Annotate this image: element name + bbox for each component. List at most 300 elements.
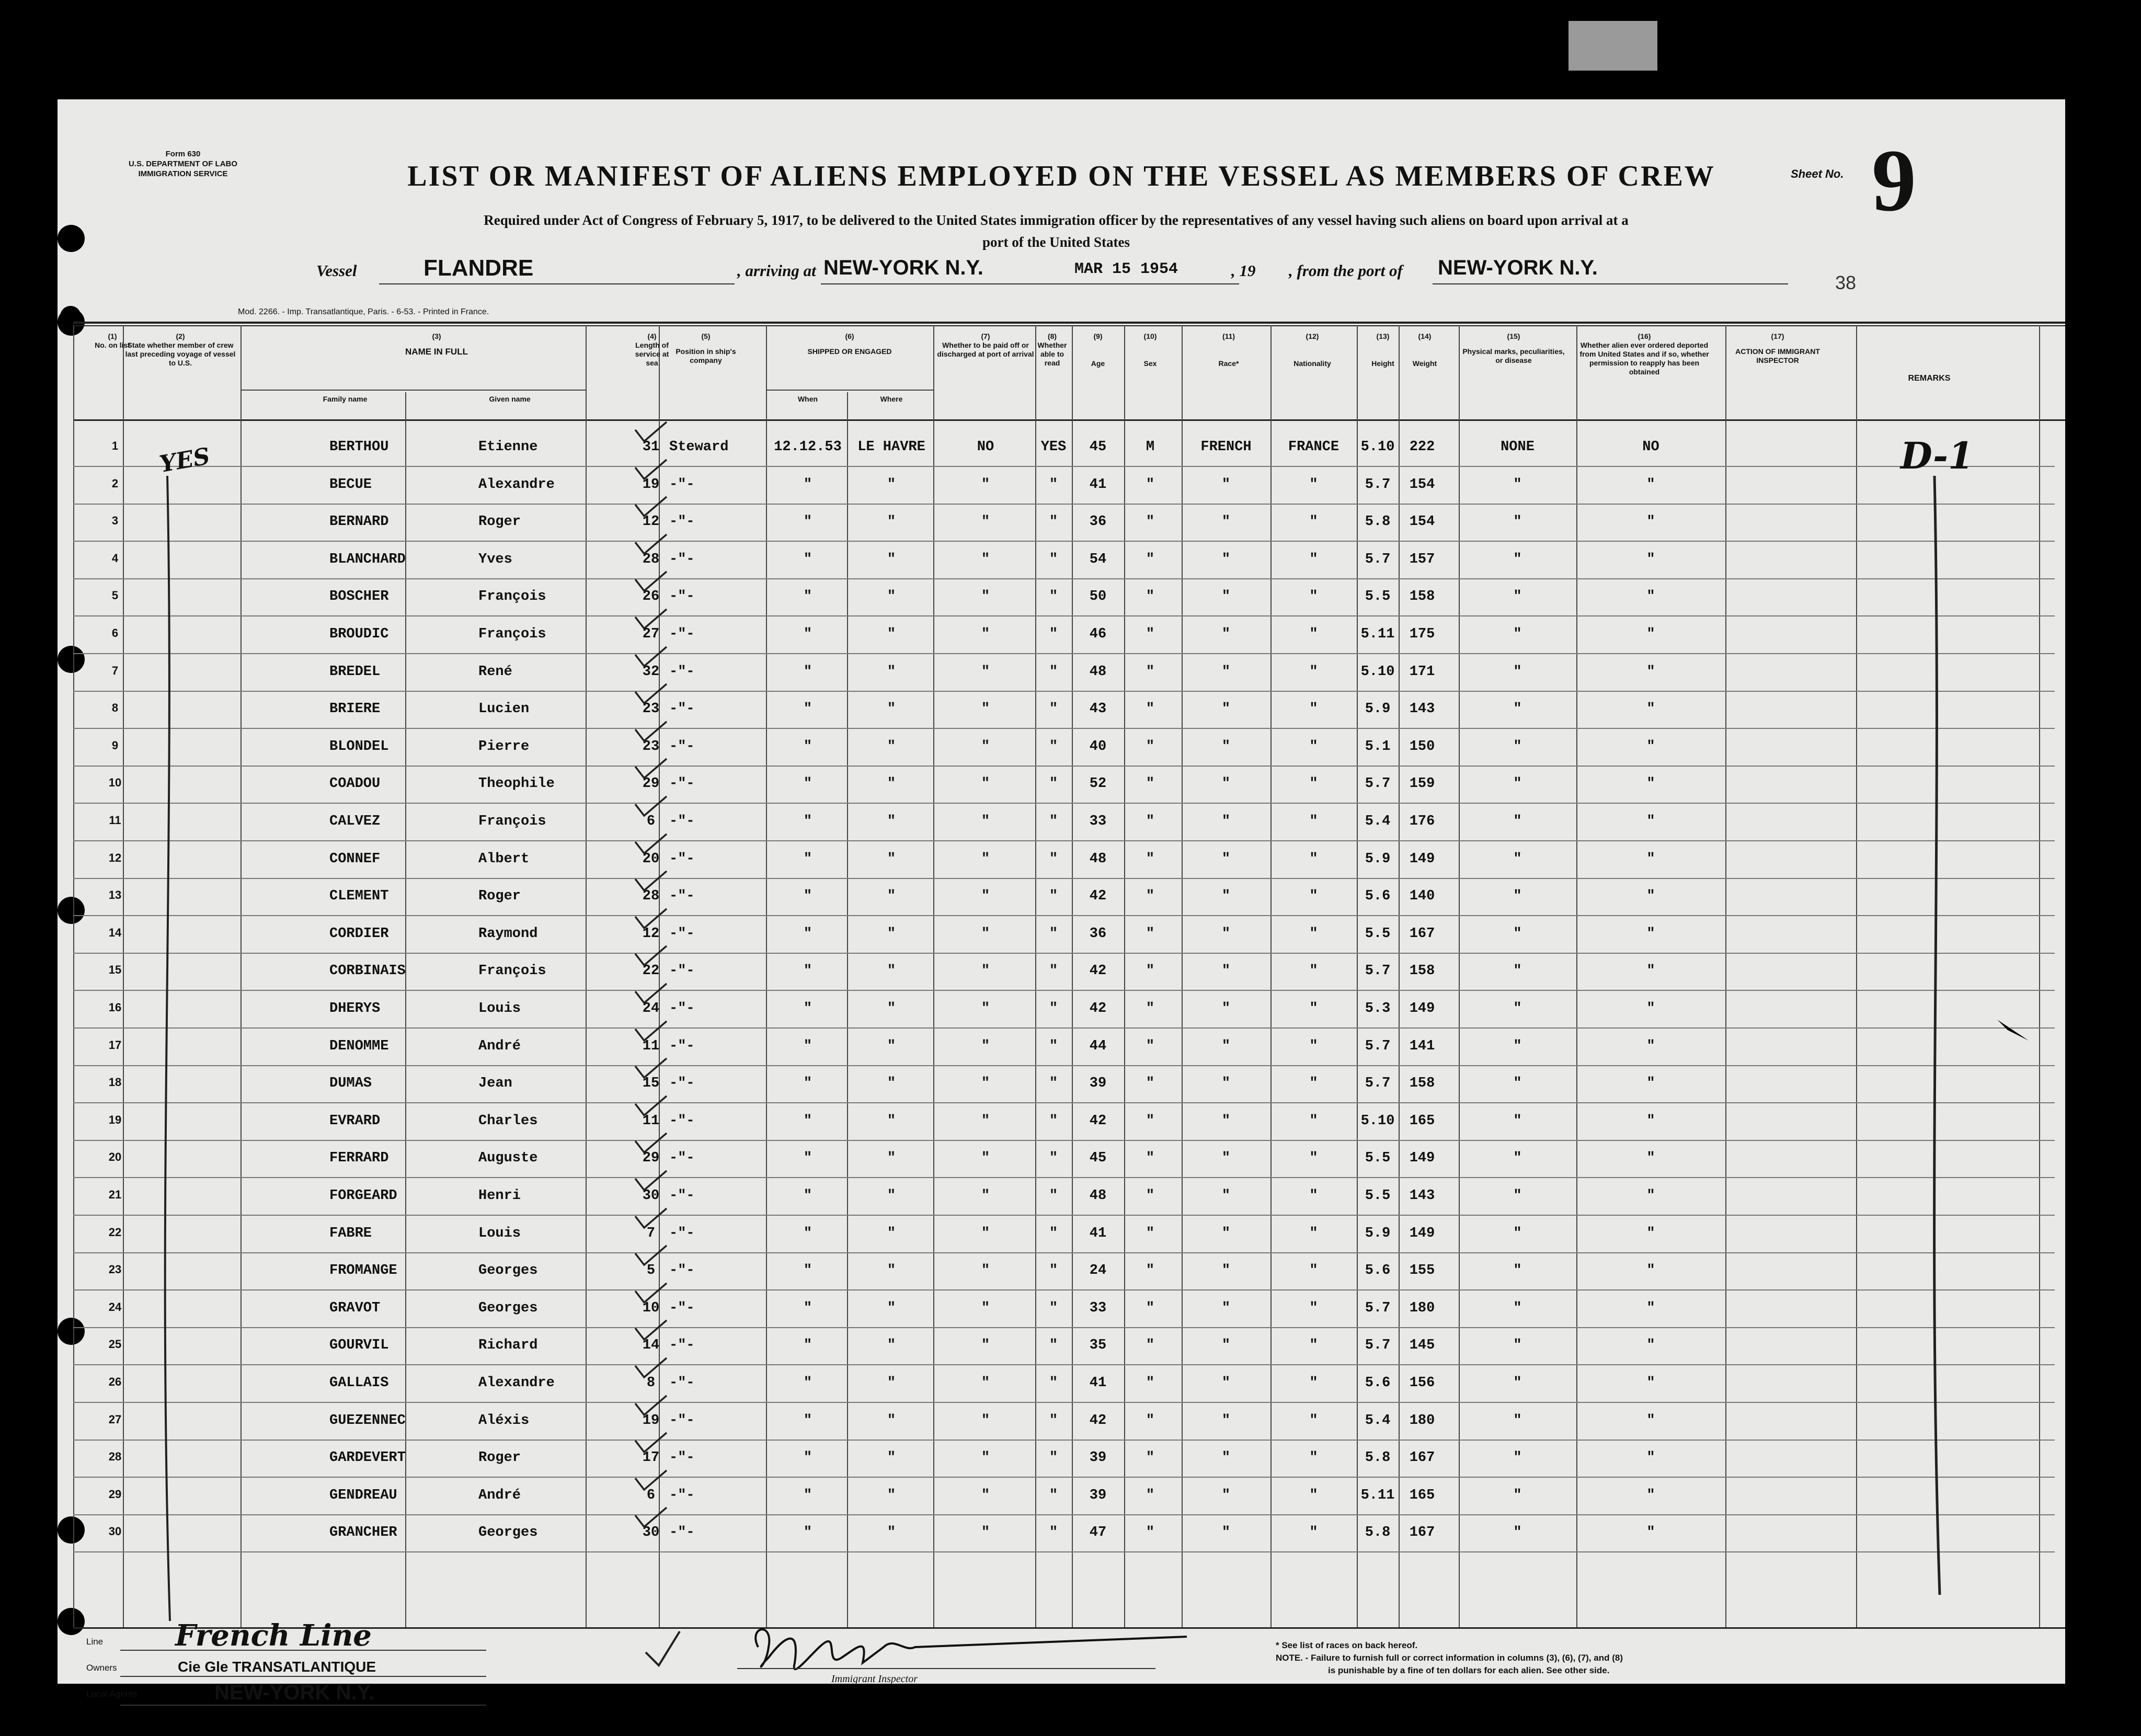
length-of-service: 12 bbox=[642, 514, 660, 530]
able-to-read: " bbox=[1049, 1412, 1058, 1429]
ever-deported: " bbox=[1646, 1225, 1655, 1241]
race: " bbox=[1221, 776, 1231, 792]
shipped-when: " bbox=[803, 701, 812, 717]
header-inspector-action: (17) ACTION OF IMMIGRANT INSPECTOR bbox=[1735, 332, 1820, 364]
family-name: GRAVOT bbox=[329, 1300, 381, 1316]
physical-marks: " bbox=[1513, 1113, 1522, 1129]
nationality: " bbox=[1309, 1300, 1318, 1316]
family-name: FROMANGE bbox=[329, 1263, 397, 1279]
row-number: 29 bbox=[108, 1487, 122, 1501]
table-row bbox=[73, 1290, 2055, 1328]
height: 5.7 bbox=[1365, 1300, 1391, 1316]
shipped-when: " bbox=[803, 1001, 812, 1017]
able-to-read: " bbox=[1049, 814, 1058, 829]
given-name: Raymond bbox=[478, 926, 538, 942]
weight: 149 bbox=[1409, 851, 1435, 867]
service-check-icon bbox=[633, 1168, 669, 1194]
nationality: " bbox=[1309, 1338, 1318, 1354]
age: 33 bbox=[1089, 814, 1107, 829]
height: 5.8 bbox=[1365, 1525, 1391, 1541]
note-races: * See list of races on back hereof. bbox=[1276, 1640, 1418, 1650]
length-of-service: 20 bbox=[642, 851, 660, 867]
shipped-where: " bbox=[887, 626, 896, 642]
ever-deported: " bbox=[1646, 1525, 1655, 1541]
position: -"- bbox=[669, 1525, 695, 1541]
service-check-icon bbox=[633, 419, 669, 446]
age: 54 bbox=[1089, 551, 1107, 567]
service-check-icon bbox=[633, 869, 669, 895]
service-check-icon bbox=[633, 1505, 669, 1531]
paid-off: " bbox=[981, 1300, 990, 1316]
weight: 167 bbox=[1409, 1525, 1435, 1541]
family-name: BOSCHER bbox=[329, 589, 389, 605]
nationality: " bbox=[1309, 1412, 1318, 1429]
header-remarks: REMARKS bbox=[1908, 374, 1951, 383]
length-of-service: 23 bbox=[642, 738, 660, 755]
shipped-where: " bbox=[887, 476, 896, 493]
able-to-read: " bbox=[1049, 851, 1058, 867]
sex: " bbox=[1146, 1076, 1155, 1092]
position: -"- bbox=[669, 664, 695, 680]
vessel-name: FLANDRE bbox=[423, 255, 534, 281]
nationality: " bbox=[1309, 776, 1318, 792]
able-to-read: " bbox=[1049, 1263, 1058, 1279]
table-row bbox=[73, 841, 2055, 879]
height: 5.1 bbox=[1365, 738, 1391, 755]
age: 36 bbox=[1089, 926, 1107, 942]
length-of-service: 8 bbox=[646, 1375, 656, 1391]
shipped-where: " bbox=[887, 1150, 896, 1167]
height: 5.5 bbox=[1365, 1188, 1391, 1204]
row-number: 28 bbox=[108, 1450, 122, 1464]
position: -"- bbox=[669, 738, 695, 755]
physical-marks: " bbox=[1513, 1300, 1522, 1316]
service-check-icon bbox=[633, 644, 669, 670]
paid-off: " bbox=[981, 476, 990, 493]
given-name: Albert bbox=[478, 851, 530, 867]
row-number: 1 bbox=[111, 439, 119, 452]
race: " bbox=[1221, 626, 1231, 642]
able-to-read: " bbox=[1049, 551, 1058, 567]
length-of-service: 30 bbox=[642, 1188, 660, 1204]
length-of-service: 27 bbox=[642, 626, 660, 642]
family-name: COADOU bbox=[329, 776, 381, 792]
subtitle-line-1: Required under Act of Congress of February 5, 1917, to be delivered to the United States immigration officer by the representatives of any vessel having such aliens on board upon arrival at a bbox=[484, 212, 1629, 228]
row-number: 17 bbox=[108, 1038, 122, 1052]
subtitle-line-2: port of the United States bbox=[982, 234, 1130, 250]
paid-off: " bbox=[981, 701, 990, 717]
line-value: French Line bbox=[175, 1618, 372, 1653]
nationality: " bbox=[1309, 1001, 1318, 1017]
sex: " bbox=[1146, 776, 1155, 792]
ever-deported: " bbox=[1646, 1076, 1655, 1092]
shipped-where: " bbox=[887, 1412, 896, 1429]
header-given-name: Given name bbox=[489, 395, 531, 403]
row-number: 5 bbox=[111, 589, 119, 602]
header-sex: (10) Sex bbox=[1143, 332, 1157, 368]
shipped-when: " bbox=[803, 963, 812, 979]
length-of-service: 29 bbox=[642, 1150, 660, 1167]
race: " bbox=[1221, 1150, 1231, 1167]
race: " bbox=[1221, 701, 1231, 717]
footer-check-mark bbox=[643, 1629, 685, 1671]
table-row bbox=[73, 1440, 2055, 1478]
shipped-where: " bbox=[887, 888, 896, 905]
service-check-icon bbox=[633, 1206, 669, 1232]
paid-off: " bbox=[981, 776, 990, 792]
sex: " bbox=[1146, 1525, 1155, 1541]
weight: 157 bbox=[1409, 551, 1435, 567]
height: 5.10 bbox=[1360, 1113, 1395, 1129]
table-row bbox=[73, 1327, 2055, 1365]
given-name: André bbox=[478, 1487, 521, 1503]
shipped-where: " bbox=[887, 851, 896, 867]
able-to-read: " bbox=[1049, 776, 1058, 792]
nationality: " bbox=[1309, 1375, 1318, 1391]
nationality: " bbox=[1309, 814, 1318, 829]
owners-label: Owners bbox=[86, 1663, 117, 1673]
length-of-service: 26 bbox=[642, 589, 660, 605]
age: 39 bbox=[1089, 1076, 1107, 1092]
table-row bbox=[73, 691, 2055, 729]
row-number: 21 bbox=[108, 1188, 122, 1201]
given-name: René bbox=[478, 664, 512, 680]
height: 5.3 bbox=[1365, 1001, 1391, 1017]
able-to-read: " bbox=[1049, 888, 1058, 905]
family-name: GOURVIL bbox=[329, 1338, 389, 1354]
race: " bbox=[1221, 1188, 1231, 1204]
height: 5.7 bbox=[1365, 1076, 1391, 1092]
header-nationality: (12) Nationality bbox=[1293, 332, 1331, 368]
shipped-when: " bbox=[803, 738, 812, 755]
paid-off: " bbox=[981, 589, 990, 605]
position: -"- bbox=[669, 1188, 695, 1204]
table-row bbox=[73, 578, 2055, 616]
nationality: " bbox=[1309, 738, 1318, 755]
row-number: 19 bbox=[108, 1113, 122, 1126]
shipped-where: " bbox=[887, 776, 896, 792]
physical-marks: " bbox=[1513, 776, 1522, 792]
given-name: Alexandre bbox=[478, 1375, 555, 1391]
able-to-read: YES bbox=[1040, 439, 1067, 455]
race: " bbox=[1221, 1450, 1231, 1466]
ever-deported: " bbox=[1646, 776, 1655, 792]
shipped-when: " bbox=[803, 589, 812, 605]
ever-deported: " bbox=[1646, 701, 1655, 717]
position: -"- bbox=[669, 551, 695, 567]
row-number: 2 bbox=[111, 476, 119, 490]
weight: 222 bbox=[1409, 439, 1435, 455]
ever-deported: " bbox=[1646, 926, 1655, 942]
service-check-icon bbox=[633, 681, 669, 707]
age: 40 bbox=[1089, 738, 1107, 755]
paid-off: " bbox=[981, 1338, 990, 1354]
height: 5.5 bbox=[1365, 926, 1391, 942]
nationality: FRANCE bbox=[1288, 439, 1339, 455]
physical-marks: " bbox=[1513, 738, 1522, 755]
header-physical: (15) Physical marks, peculiarities, or disease bbox=[1462, 332, 1565, 364]
shipped-where: " bbox=[887, 701, 896, 717]
weight: 149 bbox=[1409, 1001, 1435, 1017]
weight: 154 bbox=[1409, 514, 1435, 530]
given-name: Alexandre bbox=[478, 476, 555, 493]
height: 5.10 bbox=[1360, 439, 1395, 455]
able-to-read: " bbox=[1049, 1300, 1058, 1316]
shipped-where: " bbox=[887, 1487, 896, 1503]
weight: 149 bbox=[1409, 1225, 1435, 1241]
given-name: Louis bbox=[478, 1225, 521, 1241]
nationality: " bbox=[1309, 1263, 1318, 1279]
race: " bbox=[1221, 514, 1231, 530]
given-name: François bbox=[478, 589, 546, 605]
weight: 145 bbox=[1409, 1338, 1435, 1354]
paid-off: " bbox=[981, 514, 990, 530]
sex: " bbox=[1146, 1001, 1155, 1017]
position: -"- bbox=[669, 514, 695, 530]
position: -"- bbox=[669, 1450, 695, 1466]
age: 42 bbox=[1089, 963, 1107, 979]
given-name: Louis bbox=[478, 1001, 521, 1017]
family-name: BROUDIC bbox=[329, 626, 389, 642]
table-row bbox=[73, 1477, 2055, 1515]
shipped-where: LE HAVRE bbox=[857, 439, 925, 455]
weight: 158 bbox=[1409, 589, 1435, 605]
ever-deported: " bbox=[1646, 589, 1655, 605]
table-row bbox=[73, 616, 2055, 654]
paid-off: " bbox=[981, 1450, 990, 1466]
weight: 167 bbox=[1409, 1450, 1435, 1466]
row-number: 26 bbox=[108, 1375, 122, 1388]
arriving-underline bbox=[821, 283, 1239, 284]
physical-marks: " bbox=[1513, 589, 1522, 605]
position: -"- bbox=[669, 1412, 695, 1429]
ever-deported: " bbox=[1646, 738, 1655, 755]
age: 42 bbox=[1089, 1001, 1107, 1017]
position: -"- bbox=[669, 701, 695, 717]
given-name: Georges bbox=[478, 1300, 538, 1316]
remarks-d1: D-1 bbox=[1900, 434, 1974, 477]
given-name: François bbox=[478, 814, 546, 829]
race: " bbox=[1221, 664, 1231, 680]
service-check-icon bbox=[633, 1318, 669, 1344]
sex: " bbox=[1146, 589, 1155, 605]
length-of-service: 19 bbox=[642, 476, 660, 493]
header-read: (8) Whether able to read bbox=[1037, 332, 1067, 367]
weight: 158 bbox=[1409, 1076, 1435, 1092]
length-of-service: 24 bbox=[642, 1001, 660, 1017]
ever-deported: " bbox=[1646, 1113, 1655, 1129]
nationality: " bbox=[1309, 664, 1318, 680]
table-row bbox=[73, 504, 2055, 542]
weight: 156 bbox=[1409, 1375, 1435, 1391]
race: " bbox=[1221, 1113, 1231, 1129]
page-title: LIST OR MANIFEST OF ALIENS EMPLOYED ON THE VESSEL AS MEMBERS OF CREW bbox=[407, 160, 1715, 192]
family-name: GARDEVERT bbox=[329, 1450, 406, 1466]
position: -"- bbox=[669, 1375, 695, 1391]
sex: " bbox=[1146, 888, 1155, 905]
physical-marks: " bbox=[1513, 1225, 1522, 1241]
able-to-read: " bbox=[1049, 1375, 1058, 1391]
age: 39 bbox=[1089, 1487, 1107, 1503]
height: 5.8 bbox=[1365, 514, 1391, 530]
weight: 150 bbox=[1409, 738, 1435, 755]
race: " bbox=[1221, 1487, 1231, 1503]
weight: 180 bbox=[1409, 1412, 1435, 1429]
nationality: " bbox=[1309, 1188, 1318, 1204]
row-number: 10 bbox=[108, 776, 122, 790]
given-name: François bbox=[478, 963, 546, 979]
age: 36 bbox=[1089, 514, 1107, 530]
physical-marks: " bbox=[1513, 701, 1522, 717]
agents-label: Local Agents bbox=[86, 1689, 138, 1699]
position: -"- bbox=[669, 926, 695, 942]
length-of-service: 29 bbox=[642, 776, 660, 792]
row-number: 30 bbox=[108, 1525, 122, 1538]
sex: " bbox=[1146, 1225, 1155, 1241]
service-check-icon bbox=[633, 457, 669, 483]
nationality: " bbox=[1309, 589, 1318, 605]
service-check-icon bbox=[633, 906, 669, 932]
paid-off: " bbox=[981, 1001, 990, 1017]
service-check-icon bbox=[633, 981, 669, 1007]
shipped-where: " bbox=[887, 1450, 896, 1466]
from-port: NEW-YORK N.Y. bbox=[1438, 256, 1598, 279]
ever-deported: " bbox=[1646, 851, 1655, 867]
ever-deported: " bbox=[1646, 476, 1655, 493]
row-number: 20 bbox=[108, 1150, 122, 1164]
physical-marks: " bbox=[1513, 851, 1522, 867]
ever-deported: " bbox=[1646, 664, 1655, 680]
table-row bbox=[73, 1103, 2055, 1141]
length-of-service: 28 bbox=[642, 888, 660, 905]
race: " bbox=[1221, 1001, 1231, 1017]
physical-marks: " bbox=[1513, 814, 1522, 829]
weight: 158 bbox=[1409, 963, 1435, 979]
race: " bbox=[1221, 926, 1231, 942]
height: 5.8 bbox=[1365, 1450, 1391, 1466]
race: " bbox=[1221, 551, 1231, 567]
year-label: , 19 bbox=[1231, 261, 1256, 280]
ever-deported: " bbox=[1646, 514, 1655, 530]
shipped-when: " bbox=[803, 776, 812, 792]
header-weight: (14) Weight bbox=[1412, 332, 1437, 368]
weight: 180 bbox=[1409, 1300, 1435, 1316]
physical-marks: " bbox=[1513, 1188, 1522, 1204]
physical-marks: " bbox=[1513, 476, 1522, 493]
age: 39 bbox=[1089, 1450, 1107, 1466]
sex: " bbox=[1146, 514, 1155, 530]
length-of-service: 17 bbox=[642, 1450, 660, 1466]
height: 5.10 bbox=[1360, 664, 1395, 680]
paid-off: " bbox=[981, 851, 990, 867]
header-length-service: (4) Length of service at sea bbox=[635, 332, 669, 367]
age: 43 bbox=[1089, 701, 1107, 717]
table-row bbox=[73, 728, 2055, 767]
able-to-read: " bbox=[1049, 1001, 1058, 1017]
physical-marks: " bbox=[1513, 514, 1522, 530]
length-of-service: 22 bbox=[642, 963, 660, 979]
physical-marks: " bbox=[1513, 551, 1522, 567]
age: 33 bbox=[1089, 1300, 1107, 1316]
age: 44 bbox=[1089, 1038, 1107, 1054]
paid-off: NO bbox=[977, 439, 994, 455]
ever-deported: " bbox=[1646, 1038, 1655, 1054]
shipped-where: " bbox=[887, 1375, 896, 1391]
race: " bbox=[1221, 1375, 1231, 1391]
physical-marks: " bbox=[1513, 1150, 1522, 1167]
inspector-signature bbox=[737, 1616, 1197, 1684]
nationality: " bbox=[1309, 1113, 1318, 1129]
able-to-read: " bbox=[1049, 926, 1058, 942]
top-tab-mark bbox=[1568, 21, 1657, 71]
age: 48 bbox=[1089, 1188, 1107, 1204]
inspector-label: Immigrant Inspector bbox=[831, 1673, 918, 1685]
length-of-service: 32 bbox=[642, 664, 660, 680]
header-height: (13) Height bbox=[1371, 332, 1394, 368]
nationality: " bbox=[1309, 851, 1318, 867]
ever-deported: NO bbox=[1642, 439, 1659, 455]
family-name: DENOMME bbox=[329, 1038, 389, 1054]
age: 48 bbox=[1089, 664, 1107, 680]
nationality: " bbox=[1309, 514, 1318, 530]
physical-marks: " bbox=[1513, 1076, 1522, 1092]
weight: 141 bbox=[1409, 1038, 1435, 1054]
binder-hole bbox=[60, 306, 81, 327]
weight: 143 bbox=[1409, 1188, 1435, 1204]
shipped-when: " bbox=[803, 1263, 812, 1279]
from-underline bbox=[1433, 283, 1788, 284]
shipped-when: " bbox=[803, 1150, 812, 1167]
age: 42 bbox=[1089, 1113, 1107, 1129]
able-to-read: " bbox=[1049, 1338, 1058, 1354]
physical-marks: " bbox=[1513, 1412, 1522, 1429]
weight: 175 bbox=[1409, 626, 1435, 642]
ever-deported: " bbox=[1646, 1338, 1655, 1354]
family-name: CORDIER bbox=[329, 926, 389, 942]
shipped-when: " bbox=[803, 626, 812, 642]
table-row bbox=[73, 429, 2055, 467]
sex: " bbox=[1146, 1375, 1155, 1391]
ever-deported: " bbox=[1646, 888, 1655, 905]
paid-off: " bbox=[981, 1487, 990, 1503]
inspector-underline bbox=[737, 1668, 1155, 1669]
able-to-read: " bbox=[1049, 963, 1058, 979]
header-when: When bbox=[797, 395, 818, 403]
ever-deported: " bbox=[1646, 551, 1655, 567]
paid-off: " bbox=[981, 1225, 990, 1241]
row-number: 18 bbox=[108, 1076, 122, 1089]
row-number: 24 bbox=[108, 1300, 122, 1314]
shipped-where: " bbox=[887, 551, 896, 567]
able-to-read: " bbox=[1049, 626, 1058, 642]
height: 5.4 bbox=[1365, 814, 1391, 829]
ever-deported: " bbox=[1646, 1375, 1655, 1391]
shipped-when: " bbox=[803, 1076, 812, 1092]
paid-off: " bbox=[981, 1150, 990, 1167]
given-name: Henri bbox=[478, 1188, 521, 1204]
header-paid-off: (7) Whether to be paid off or discharged at port of arrival bbox=[937, 332, 1034, 358]
race: " bbox=[1221, 1525, 1231, 1541]
race: FRENCH bbox=[1200, 439, 1252, 455]
race: " bbox=[1221, 1300, 1231, 1316]
age: 35 bbox=[1089, 1338, 1107, 1354]
given-name: Pierre bbox=[478, 738, 530, 755]
nationality: " bbox=[1309, 1150, 1318, 1167]
shipped-where: " bbox=[887, 1525, 896, 1541]
shipped-when: " bbox=[803, 664, 812, 680]
length-of-service: 7 bbox=[646, 1225, 656, 1241]
height: 5.7 bbox=[1365, 1338, 1391, 1354]
